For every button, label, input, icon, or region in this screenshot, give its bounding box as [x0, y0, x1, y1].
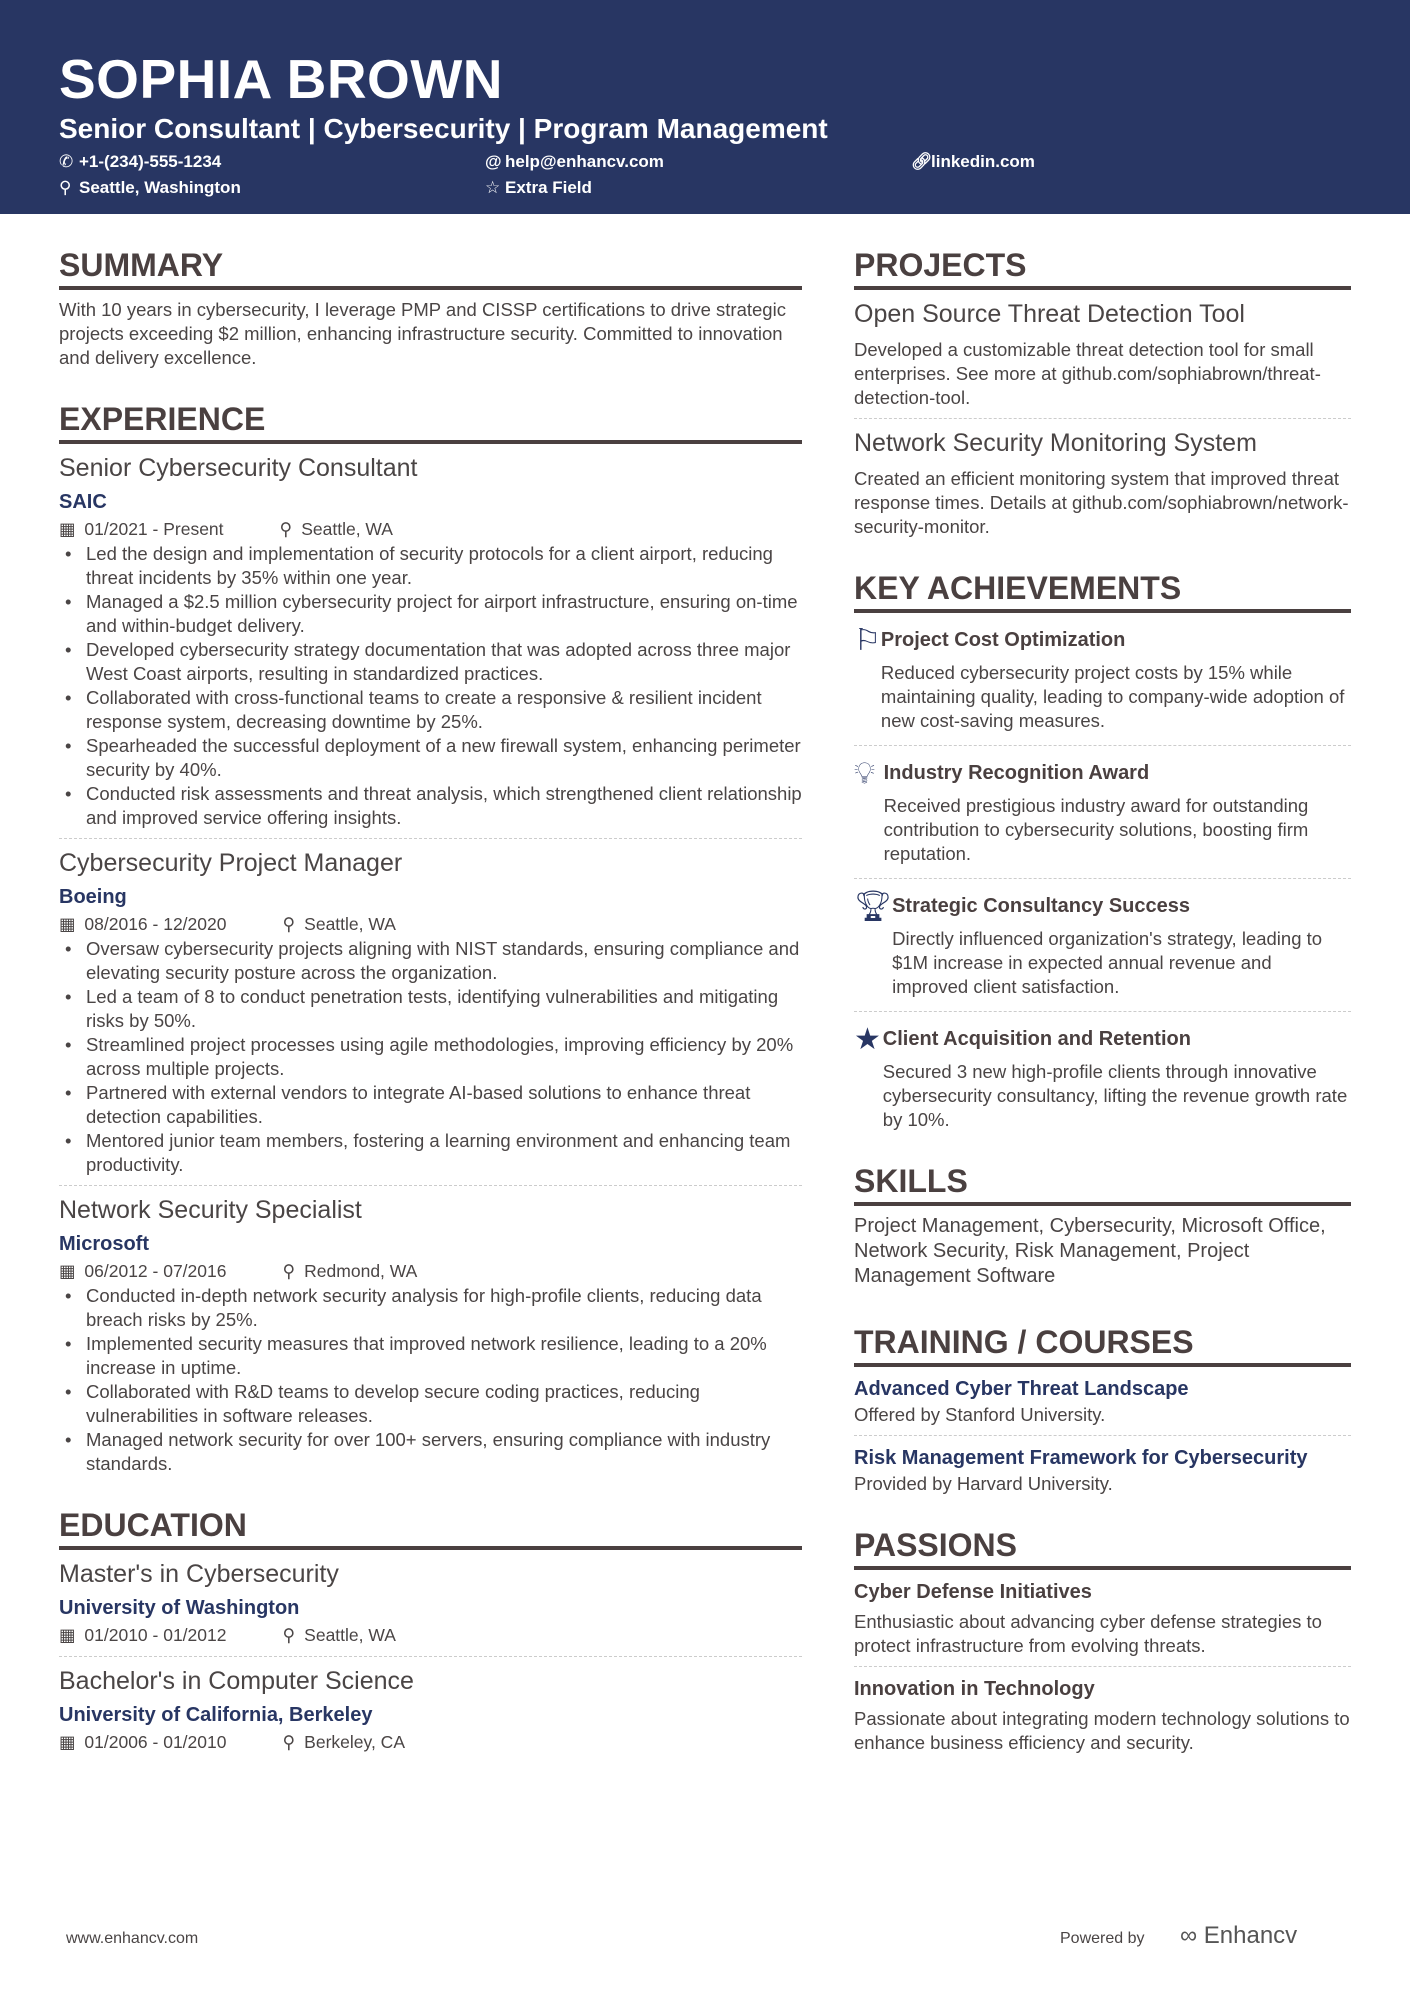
school-name: University of Washington	[59, 1597, 300, 1619]
divider	[854, 745, 1351, 746]
enhancv-logo: ∞ Enhancv	[1180, 1922, 1298, 1949]
passion-title: Cyber Defense Initiatives	[854, 1581, 1092, 1603]
flag-icon: ⚐	[854, 624, 881, 657]
link-icon: 🔗︎	[911, 152, 933, 171]
achievement-body	[884, 758, 1351, 866]
infinity-logo-icon: ∞	[1180, 1922, 1198, 1949]
location	[282, 1625, 423, 1645]
project-entry	[854, 418, 1351, 539]
location-text: Seattle, WA	[301, 519, 393, 539]
dates	[59, 914, 254, 934]
bullet-item: • Managed a $2.5 million cybersecurity project for airport infrastructure, ensuring on-time and within-budget delivery.	[59, 590, 802, 638]
skills-text: Project Management, Cybersecurity, Microsoft Office, Network Security, Risk Management, Project Management Software	[854, 1215, 1326, 1287]
calendar-icon: ▦	[59, 1625, 81, 1645]
education-heading: EDUCATION	[59, 1506, 802, 1550]
trophy-icon: 🏆︎	[854, 890, 893, 923]
candidate-name: SOPHIA BROWN	[59, 48, 503, 110]
location-text: Seattle, WA	[304, 914, 396, 934]
project-entry	[854, 298, 1351, 410]
achievement-title: Client Acquisition and Retention	[882, 1028, 1191, 1050]
location: ⚲ Seattle, Washington	[59, 178, 241, 197]
job-role: Senior Cybersecurity Consultant	[59, 454, 418, 482]
dates-text: 01/2021 - Present	[84, 519, 224, 539]
bullet-item: • Conducted in-depth network security analysis for high-profile clients, reducing data breach risks by 25%.	[59, 1284, 802, 1332]
bullet-list	[59, 542, 802, 830]
calendar-icon: ▦	[59, 1732, 81, 1752]
location-text: Seattle, WA	[304, 1625, 396, 1645]
bullet-item: • Mentored junior team members, fostering a learning environment and enhancing team productivity.	[59, 1129, 802, 1177]
divider	[854, 418, 1351, 419]
bullet-item: • Streamlined project processes using agile methodologies, improving efficiency by 20% across multiple projects.	[59, 1033, 802, 1081]
location	[280, 519, 421, 539]
resume-header	[0, 0, 1410, 214]
summary-text: With 10 years in cybersecurity, I leverage PMP and CISSP certifications to drive strategic projects exceeding $2 million, enhancing infrastructure security. Committed to innovation and delivery excellence.	[59, 299, 786, 368]
location-pin-icon: ⚲	[282, 914, 301, 934]
bullet-item: • Managed network security for over 100+ servers, ensuring compliance with industry standards.	[59, 1428, 802, 1476]
project-description: Developed a customizable threat detection tool for small enterprises. See more at github.com/sophiabrown/threat-detection-tool.	[854, 339, 1321, 408]
achievement-description: Received prestigious industry award for outstanding contribution to cybersecurity solutions, boosting firm reputation.	[883, 795, 1309, 864]
bullet-item: • Developed cybersecurity strategy documentation that was adopted across three major West Coast airports, resulting in standardized practices.	[59, 638, 802, 686]
passion-title: Innovation in Technology	[854, 1678, 1095, 1700]
bullet-item: • Partnered with external vendors to integrate AI-based solutions to enhance threat detection capabilities.	[59, 1081, 802, 1129]
date-location-row	[59, 1729, 802, 1755]
location-pin-icon: ⚲	[282, 1732, 301, 1752]
star-outline-icon: ☆	[485, 178, 501, 197]
degree: Master's in Cybersecurity	[59, 1560, 339, 1588]
location	[282, 1261, 445, 1281]
location-pin-icon: ⚲	[282, 1261, 301, 1281]
location-pin-icon: ⚲	[282, 1625, 301, 1645]
calendar-icon: ▦	[59, 1261, 81, 1281]
course-provider: Provided by Harvard University.	[854, 1473, 1113, 1494]
calendar-icon: ▦	[59, 914, 81, 934]
divider	[59, 1185, 802, 1186]
dates-text: 08/2016 - 12/2020	[84, 914, 227, 934]
candidate-title: Senior Consultant | Cybersecurity | Program Management	[59, 113, 828, 144]
experience-heading: EXPERIENCE	[59, 400, 802, 444]
achievement-entry	[854, 887, 1351, 1003]
dates	[59, 1261, 254, 1281]
dates-text: 06/2012 - 07/2016	[84, 1261, 227, 1281]
school-name: University of California, Berkeley	[59, 1704, 373, 1726]
achievement-description: Reduced cybersecurity project costs by 15% while maintaining quality, leading to company-wide adoption of new cost-saving measures.	[880, 662, 1345, 731]
bullet-item: • Conducted risk assessments and threat analysis, which strengthened client relationship and improved service offering insights.	[59, 782, 802, 830]
job-entry	[59, 452, 802, 830]
dates-text: 01/2006 - 01/2010	[84, 1732, 227, 1752]
bullet-item: • Implemented security measures that improved network resilience, leading to a 20% increase in uptime.	[59, 1332, 802, 1380]
right-column	[854, 246, 1351, 1755]
job-entry	[59, 838, 802, 1177]
location-text: Redmond, WA	[304, 1261, 418, 1281]
training-heading: TRAINING / COURSES	[854, 1323, 1351, 1367]
passion-description: Enthusiastic about advancing cyber defense strategies to protect infrastructure from evolving threats.	[854, 1611, 1322, 1656]
bullet-item: • Oversaw cybersecurity projects aligning with NIST standards, ensuring compliance and elevating security posture across the organization.	[59, 937, 802, 985]
star-icon: ★	[854, 1023, 881, 1056]
bullet-list	[59, 1284, 802, 1476]
job-role: Cybersecurity Project Manager	[59, 849, 403, 877]
passions-heading: PASSIONS	[854, 1526, 1351, 1570]
location	[282, 1732, 433, 1752]
footer-website[interactable]: www.enhancv.com	[66, 1930, 199, 1947]
dates-text: 01/2010 - 01/2012	[84, 1625, 227, 1645]
project-description: Created an efficient monitoring system that improved threat response times. Details at github.com/sophiabrown/network-security-monitor.	[854, 468, 1349, 537]
achievement-body	[892, 891, 1351, 999]
course-title[interactable]: Advanced Cyber Threat Landscape	[854, 1378, 1189, 1400]
degree: Bachelor's in Computer Science	[59, 1667, 414, 1695]
achievement-title: Project Cost Optimization	[880, 629, 1126, 651]
calendar-icon: ▦	[59, 519, 81, 539]
date-location-row	[59, 516, 802, 542]
education-entry	[59, 1656, 802, 1755]
projects-heading: PROJECTS	[854, 246, 1351, 290]
dates	[59, 1625, 254, 1645]
divider	[854, 1666, 1351, 1667]
company-name: SAIC	[59, 491, 107, 513]
project-title: Open Source Threat Detection Tool	[854, 300, 1245, 328]
location	[282, 914, 423, 934]
lightbulb-icon: 💡︎	[854, 757, 875, 790]
bullet-item: • Collaborated with R&D teams to develop secure coding practices, reducing vulnerabilities in software releases.	[59, 1380, 802, 1428]
left-column	[59, 246, 802, 1755]
location-pin-icon: ⚲	[279, 519, 298, 539]
summary-heading: SUMMARY	[59, 246, 802, 290]
achievement-body	[881, 625, 1351, 733]
extra-field: ☆ Extra Field	[485, 178, 592, 197]
footer-powered-by: Powered by	[1060, 1930, 1145, 1947]
job-role: Network Security Specialist	[59, 1196, 362, 1224]
achievement-body	[883, 1024, 1351, 1132]
achievement-title: Industry Recognition Award	[883, 762, 1150, 784]
divider	[59, 838, 802, 839]
divider	[854, 1011, 1351, 1012]
course-title[interactable]: Risk Management Framework for Cybersecurity	[854, 1447, 1308, 1469]
date-location-row	[59, 1622, 802, 1648]
email[interactable]: @ help@enhancv.com	[485, 152, 664, 171]
divider	[59, 1656, 802, 1657]
company-name: Boeing	[59, 886, 127, 908]
bullet-item: • Led a team of 8 to conduct penetration tests, identifying vulnerabilities and mitigating risks by 50%.	[59, 985, 802, 1033]
bullet-item: • Collaborated with cross-functional teams to create a responsive & resilient incident response system, decreasing downtime by 25%.	[59, 686, 802, 734]
project-title: Network Security Monitoring System	[854, 429, 1257, 457]
skills-heading: SKILLS	[854, 1162, 1351, 1206]
achievement-description: Directly influenced organization's strategy, leading to $1M increase in expected annual revenue and improved client satisfaction.	[892, 928, 1323, 997]
date-location-row	[59, 911, 802, 937]
company-name: Microsoft	[59, 1233, 149, 1255]
date-location-row	[59, 1258, 802, 1284]
passion-description: Passionate about integrating modern technology solutions to enhance business efficiency and security.	[854, 1708, 1350, 1753]
achievement-title: Strategic Consultancy Success	[892, 895, 1190, 917]
dates	[59, 1732, 254, 1752]
achievement-entry	[854, 1020, 1351, 1136]
bullet-item: • Spearheaded the successful deployment of a new firewall system, enhancing perimeter security by 40%.	[59, 734, 802, 782]
achievement-entry	[854, 621, 1351, 737]
linkedin[interactable]: 🔗︎linkedin.com	[911, 152, 1035, 171]
phone: ✆ +1-(234)-555-1234	[59, 152, 222, 171]
divider	[854, 878, 1351, 879]
dates	[59, 519, 252, 539]
location-text: Berkeley, CA	[304, 1732, 405, 1752]
location-pin-icon: ⚲	[59, 178, 72, 197]
phone-icon: ✆	[59, 152, 74, 171]
bullet-item: • Led the design and implementation of security protocols for a client airport, reducing threat incidents by 35% within one year.	[59, 542, 802, 590]
job-entry	[59, 1185, 802, 1476]
divider	[854, 1435, 1351, 1436]
bullet-list	[59, 937, 802, 1177]
at-icon: @	[485, 152, 502, 171]
achievement-description: Secured 3 new high-profile clients through innovative cybersecurity consultancy, lifting the revenue growth rate by 10%.	[882, 1061, 1348, 1130]
education-entry	[59, 1558, 802, 1648]
course-provider: Offered by Stanford University.	[854, 1404, 1106, 1425]
achievements-heading: KEY ACHIEVEMENTS	[854, 569, 1351, 613]
achievement-entry	[854, 754, 1351, 870]
